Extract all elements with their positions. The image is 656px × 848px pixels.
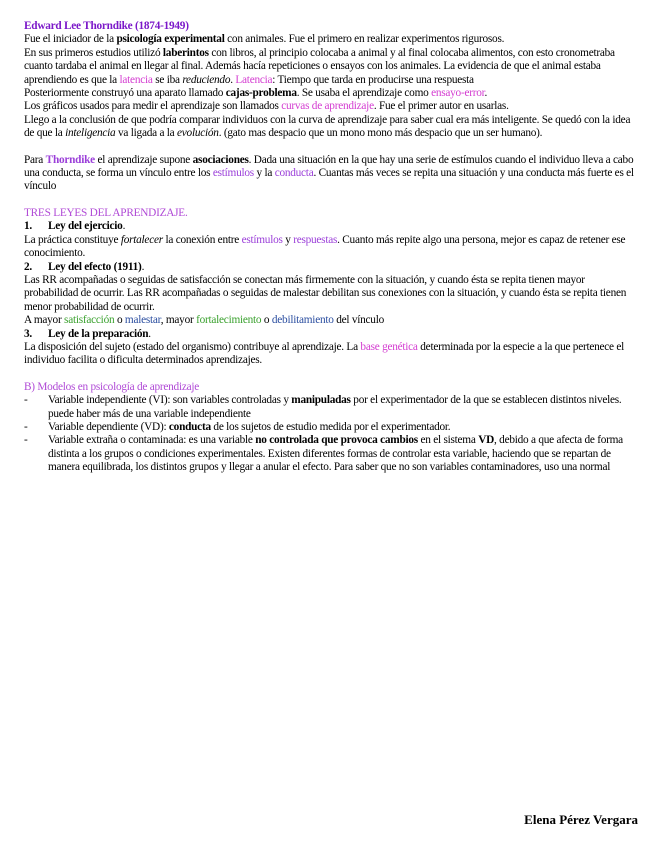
law-1-text: La práctica constituye fortalecer la conexión entre estímulos y respuestas. Cuanto más repite algo una persona, mejor es capaz de retener ese conocimiento. xyxy=(24,233,626,260)
term-ensayo-error: ensayo-error xyxy=(431,87,485,100)
term-debilitamiento: debilitamiento xyxy=(271,314,334,327)
law-3-text: La disposición del sujeto (estado del organismo) contribuye al aprendizaje. La base genética determinada por la especie a la que pertenece el individuo facilita o dificulta determinados aprendizajes. xyxy=(24,340,625,367)
variable-extrana: - Variable extraña o contaminada: es una variable no controlada que provoca cambios en el sistema VD, debido a que afecta de forma distinta a los grupos o condiciones experimentales. Existen diferentes formas de controlar esta variable, haciendo que se repartan de manera equilibrada, los distintos grupos y llegar a anular el efecto. Para saber que no son variables contaminadores, uso una normal xyxy=(24,434,623,474)
variable-independiente: - Variable independiente (VI): son variables controladas y manipuladas por el experimentador de la que se establecen distintos niveles. puede haber más de una variable independiente xyxy=(24,394,622,420)
law-3-title: 3. Ley de la preparación. xyxy=(24,327,151,340)
law-1-title: 1. Ley del ejercicio. xyxy=(24,220,126,233)
law-2-summary: A mayor satisfacción o malestar, mayor fortalecimiento o debilitamiento del vínculo xyxy=(24,314,384,327)
paragraph-intro: Fue el iniciador de la psicología experimental con animales. Fue el primero en realizar experimentos rigurosos. xyxy=(24,33,505,46)
author-name: Elena Pérez Vergara xyxy=(524,812,638,827)
term-fortalecimiento: fortalecimiento xyxy=(196,314,262,327)
term-latencia-def: Latencia xyxy=(235,73,273,86)
paragraph-asociaciones: Para Thorndike el aprendizaje supone asociaciones. Dada una situación en la que hay una serie de estímulos cuando el individuo lleva a cabo una conducta, se forma un vínculo entre los estímulos y la conducta. Cuantas más veces se repita una situación y una conducta más fuerte es el vínculo xyxy=(24,153,634,193)
section-heading-models: B) Modelos en psicología de aprendizaje xyxy=(24,380,200,393)
paragraph-conclusion: Llego a la conclusión de que podría comparar individuos con la curva de aprendizaje para saber cual era más inteligente. Se quedó con la idea de que la inteligencia va ligada a la evolución. (gato mas despacio que un mono mono más despacio que un ser humano). xyxy=(24,113,631,140)
term-base-genetica: base genética xyxy=(360,340,418,353)
term-estimulos-2: estímulos xyxy=(241,233,283,246)
section-heading-laws: TRES LEYES DEL APRENDIZAJE. xyxy=(24,206,188,219)
paragraph-cajas: Posteriormente construyó una aparato llamado cajas-problema. Se usaba el aprendizaje como ensayo-error. xyxy=(24,87,488,100)
term-latencia: latencia xyxy=(119,73,153,86)
paragraph-laberintos: En sus primeros estudios utilizó laberintos con libros, al principio colocaba a animal y al final colocaba alimentos, con esto cronometraba cuanto tardaba el animal en llegar al final. Además hacía repeticiones o ensayos con los animales. La evidencia de que el animal estaba aprendiendo es que la latencia se iba reduciendo. Latencia: Tiempo que tarda en producirse una respuesta xyxy=(24,46,615,86)
term-satisfaccion: satisfacción xyxy=(64,314,115,327)
law-2-text: Las RR acompañadas o seguidas de satisfacción se conectan más firmemente con la situación, y cuando ésta se repita tienen mayor probabilidad de ocurrir. Las RR acompañadas o seguidas de malestar debilitan sus conexiones con la situación, y cuando ésta se repita tienen menor probabilidad de ocurrir. xyxy=(24,273,627,313)
document-body xyxy=(24,20,634,475)
term-malestar: malestar xyxy=(124,314,161,327)
paragraph-curvas: Los gráficos usados para medir el aprendizaje son llamados curvas de aprendizaje. Fue el primer autor en usarlas. xyxy=(24,100,509,113)
law-2-title: 2. Ley del efecto (1911). xyxy=(24,260,145,273)
term-conducta: conducta xyxy=(274,167,314,180)
document-title: Edward Lee Thorndike (1874-1949) xyxy=(24,20,189,32)
term-estimulos: estímulos xyxy=(212,167,254,180)
term-respuestas: respuestas xyxy=(293,233,338,246)
term-curvas: curvas de aprendizaje xyxy=(281,100,374,113)
variable-dependiente: - Variable dependiente (VD): conducta de los sujetos de estudio medida por el experimentador. xyxy=(24,420,451,433)
term-thorndike: Thorndike xyxy=(45,153,95,166)
